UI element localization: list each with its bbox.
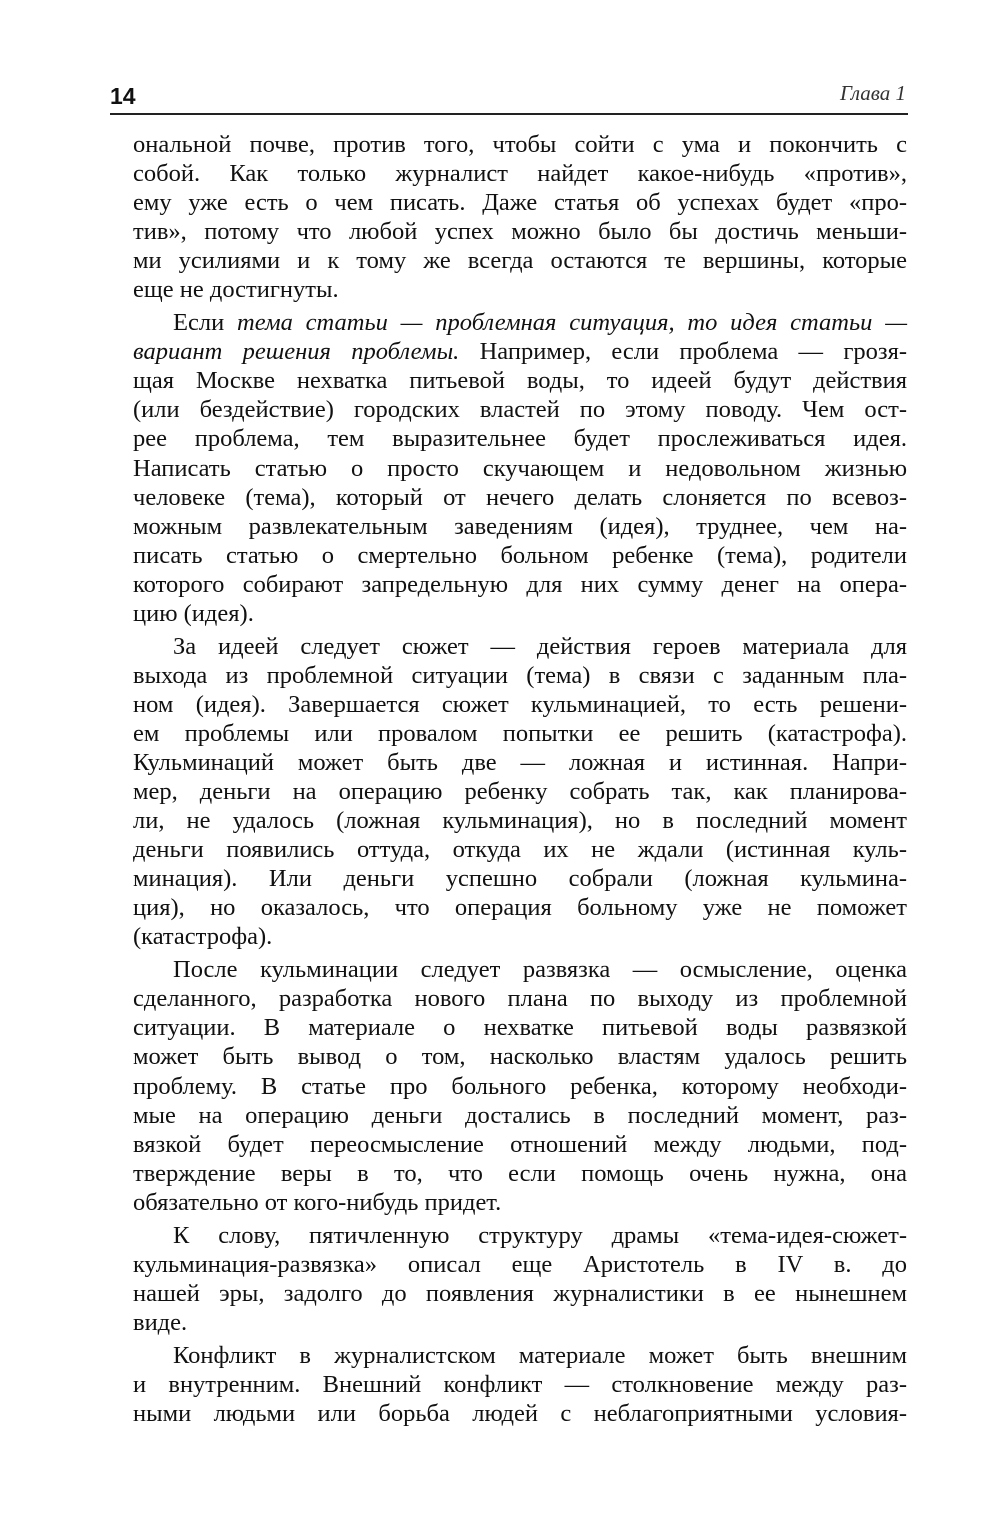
paragraph — [133, 955, 907, 1216]
text-line — [133, 308, 907, 337]
text-line: может быть вывод о том, насколько властям удалось решить — [133, 1043, 907, 1071]
text-line: После кульминации следует развязка — осмысление, оценка — [173, 956, 907, 984]
text-line: тив», потому что любой успех можно было бы достичь меньши- — [133, 218, 907, 246]
text-line: человеке (тема), который от нечего делать слоняется по всевоз- — [133, 483, 907, 511]
text-line: За идеей следует сюжет — действия героев материала для — [173, 632, 907, 660]
text-line: ном (идея). Завершается сюжет кульминацией, то есть решени- — [133, 690, 907, 718]
page-body — [133, 130, 907, 1428]
paragraph — [133, 1221, 907, 1337]
italic-run: вариант решения проблемы. — [133, 338, 460, 366]
text-line: Конфликт в журналистском материале может быть внешним — [173, 1341, 907, 1369]
text-line: мые на операцию деньги достались в последний момент, раз- — [133, 1101, 907, 1129]
header-rule — [110, 113, 908, 115]
text-line: щая Москве нехватка питьевой воды, то идеей будут действия — [133, 367, 907, 395]
text-line: ми усилиями и к тому же всегда остаются те вершины, которые — [133, 247, 907, 275]
text-line: собой. Как только журналист найдет какое-нибудь «против», — [133, 160, 907, 188]
text-line: минация). Или деньги успешно собрали (ложная кульмина- — [133, 865, 907, 893]
text-line: Кульминаций может быть две — ложная и истинная. Напри- — [133, 748, 907, 776]
text-line: сделанного, разработка нового плана по выходу из проблемной — [133, 985, 907, 1013]
text-line: виде. — [133, 1308, 188, 1336]
text-run: Например, если проблема — грозя- — [459, 338, 907, 366]
text-line: можным развлекательным заведениям (идея), труднее, чем на- — [133, 512, 907, 540]
text-line: цию (идея). — [133, 599, 254, 627]
text-line: мер, деньги на операцию ребенку собрать так, как планирова- — [133, 778, 907, 806]
paragraph — [133, 130, 907, 304]
text-line: тверждение веры в то, что если помощь очень нужна, она — [133, 1159, 907, 1187]
text-line: обязательно от кого-нибудь придет. — [133, 1188, 502, 1216]
text-line: выхода из проблемной ситуации (тема) в связи с заданным пла- — [133, 661, 907, 689]
text-line: ция), но оказалось, что операция больному уже не поможет — [133, 894, 907, 922]
text-line: рее проблема, тем выразительнее будет прослеживаться идея. — [133, 425, 907, 453]
text-line: К слову, пятичленную структуру драмы «тема-идея-сюжет- — [173, 1221, 907, 1249]
text-line: ными людьми или борьба людей с неблагоприятными условия- — [133, 1400, 907, 1428]
text-line: которого собирают запредельную для них сумму денег на опера- — [133, 570, 907, 598]
running-head: Глава 1 — [840, 81, 906, 105]
text-line: нашей эры, задолго до появления журналистики в ее нынешнем — [133, 1279, 907, 1307]
text-line: (или бездействие) городских властей по этому поводу. Чем ост- — [133, 396, 907, 424]
text-line — [133, 337, 907, 366]
text-line: и внутренним. Внешний конфликт — столкновение между раз- — [133, 1370, 907, 1398]
text-line: ем проблемы или провалом попытки ее решить (катастрофа). — [133, 719, 907, 747]
text-line: проблему. В статье про больного ребенка, которому необходи- — [133, 1072, 907, 1100]
text-line: кульминация-развязка» описал еще Аристотель в IV в. до — [133, 1250, 907, 1278]
text-line: ли, не удалось (ложная кульминация), но в последний момент — [133, 807, 907, 835]
text-line: Написать статью о просто скучающем и недовольном жизнью — [133, 454, 907, 482]
text-run: Если — [173, 309, 237, 337]
paragraph — [133, 1341, 907, 1428]
text-line: еще не достигнуты. — [133, 276, 339, 304]
text-line: вязкой будет переосмысление отношений между людьми, под- — [133, 1130, 907, 1158]
paragraph — [133, 632, 907, 952]
text-line: писать статью о смертельно больном ребенке (тема), родители — [133, 541, 907, 569]
page-header — [110, 78, 908, 112]
page-number: 14 — [110, 83, 136, 109]
text-line: ему уже есть о чем писать. Даже статья об успехах будет «про- — [133, 189, 907, 217]
text-line: деньги появились оттуда, откуда их не ждали (истинная куль- — [133, 836, 907, 864]
text-line: ситуации. В материале о нехватке питьевой воды развязкой — [133, 1014, 907, 1042]
text-line: ональной почве, против того, чтобы сойти с ума и покончить с — [133, 131, 907, 158]
italic-run: тема статьи — проблемная ситуация, то идея статьи — — [237, 309, 907, 337]
text-line: (катастрофа). — [133, 923, 273, 951]
paragraph — [133, 308, 907, 628]
